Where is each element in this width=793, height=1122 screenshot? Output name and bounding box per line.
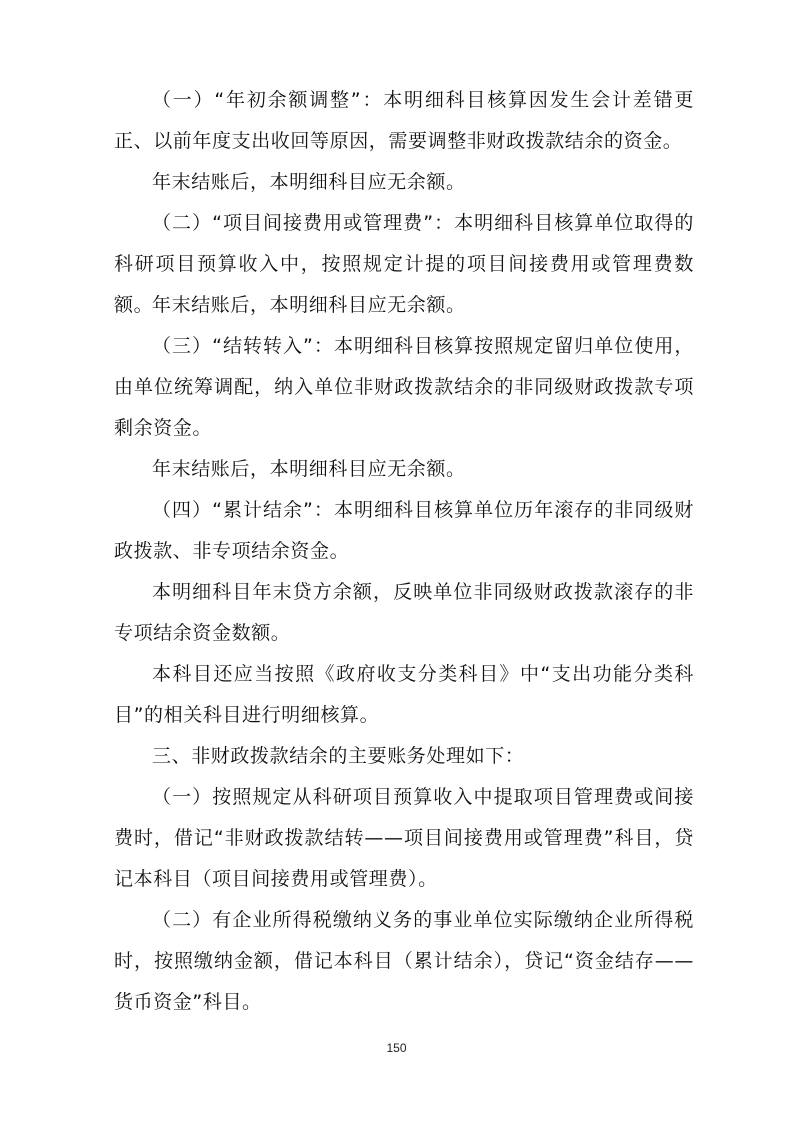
section-heading-main-accounting: 三、非财政拨款结余的主要账务处理如下： [152,745,525,767]
paragraph-year-end-credit-balance: 本明细科目年末贷方余额，反映单位非同级财政拨款滚存的非专项结余资金数额。 [114,581,694,644]
page-number: 150 [386,1041,407,1055]
paragraph-accumulated-balance: （四）“累计结余”：本明细科目核算单位历年滚存的非同级财政拨款、非专项结余资金。 [114,499,694,562]
paragraph-income-tax-payment: （二）有企业所得税缴纳义务的事业单位实际缴纳企业所得税时，按照缴纳金额，借记本科目（累计结余），贷记“资金结存——货币资金”科目。 [114,909,694,1013]
paragraph-year-end-no-balance-2: 年末结账后，本明细科目应无余额。 [152,294,466,316]
paragraph-carryover-transfer-in: （三）“结转转入”：本明细科目核算按照规定留归单位使用，由单位统筹调配，纳入单位非财政拨款结余的非同级财政拨款专项剩余资金。 [114,335,694,439]
paragraph-year-end-no-balance-1: 年末结账后，本明细科目应无余额。 [152,171,466,193]
paragraph-extract-management-fee: （一）按照规定从科研项目预算收入中提取项目管理费或间接费时，借记“非财政拨款结转——项目间接费用或管理费”科目，贷记本科目（项目间接费用或管理费）。 [114,786,694,890]
paragraph-indirect-cost-management-fee: （二）“项目间接费用或管理费”：本明细科目核算单位取得的科研项目预算收入中，按照规定计提的项目间接费用或管理费数额。 [114,212,694,316]
paragraph-year-end-no-balance-3: 年末结账后，本明细科目应无余额。 [152,458,466,480]
paragraph-functional-classification: 本科目还应当按照《政府收支分类科目》中“支出功能分类科目”的相关科目进行明细核算。 [114,663,694,726]
paragraph-year-start-balance-adjustment: （一）“年初余额调整”：本明细科目核算因发生会计差错更正、以前年度支出收回等原因，需要调整非财政拨款结余的资金。 [114,89,694,152]
